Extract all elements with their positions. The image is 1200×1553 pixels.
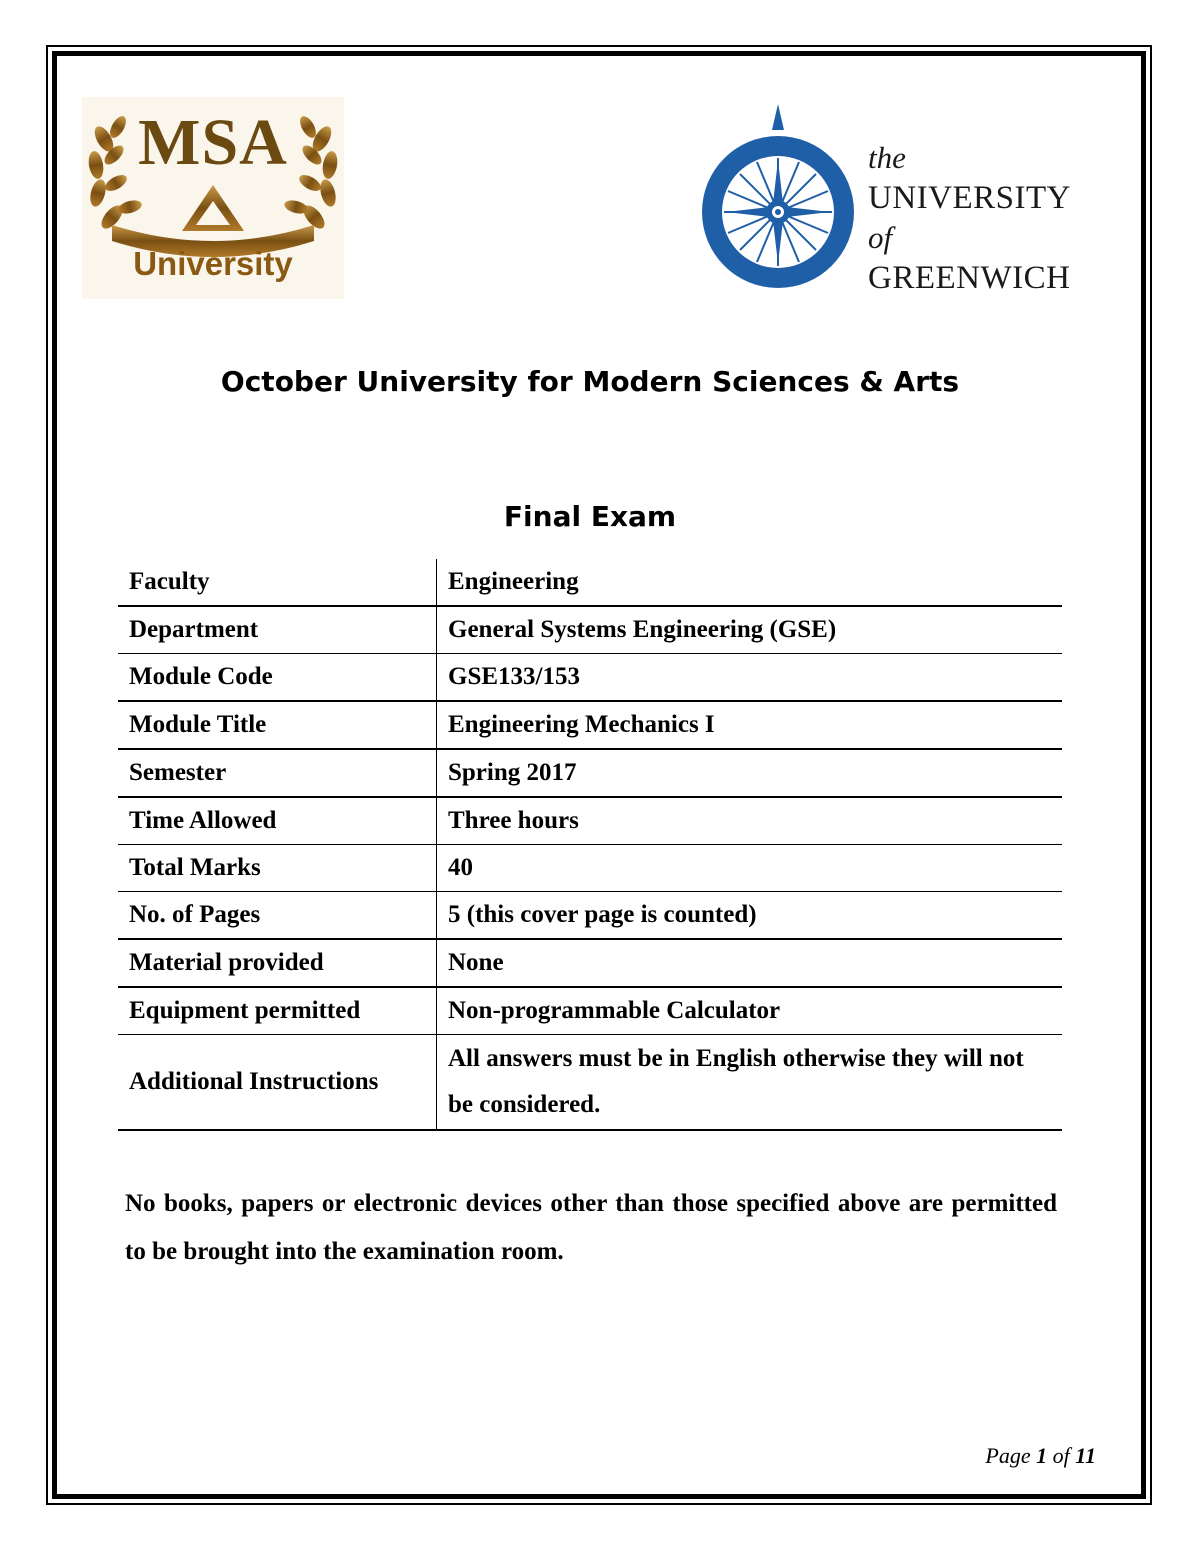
row-label: Time Allowed (118, 797, 437, 845)
row-value: Engineering Mechanics I (437, 701, 1063, 749)
page-number (985, 1443, 1096, 1469)
row-value: None (437, 939, 1063, 987)
greenwich-wordmark-university: UNIVERSITY (868, 180, 1071, 216)
page-prefix: Page (985, 1443, 1031, 1468)
table-row (118, 701, 1062, 749)
row-label: Faculty (118, 559, 437, 606)
page-of: of (1052, 1443, 1070, 1468)
compass-rose-icon (700, 100, 860, 292)
exam-title: Final Exam (503, 500, 677, 533)
row-value: Engineering (437, 559, 1063, 606)
msa-logo-subtitle: University (133, 245, 293, 282)
table-row (118, 749, 1062, 797)
row-label: Material provided (118, 939, 437, 987)
row-value: All answers must be in English otherwise they will not be considered. (437, 1035, 1063, 1131)
greenwich-wordmark-the: the (868, 140, 906, 175)
row-value: Spring 2017 (437, 749, 1063, 797)
row-label: Total Marks (118, 845, 437, 892)
table-row (118, 606, 1062, 654)
page-total: 11 (1075, 1443, 1096, 1468)
row-label: Semester (118, 749, 437, 797)
table-row (118, 987, 1062, 1035)
msa-university-logo (82, 97, 344, 299)
greenwich-seal-logo (700, 100, 860, 292)
greenwich-wordmark-greenwich: GREENWICH (868, 260, 1071, 296)
msa-logo-wordmark: MSA (138, 106, 288, 179)
row-label: Module Title (118, 701, 437, 749)
row-label: Module Code (118, 654, 437, 702)
row-label: Equipment permitted (118, 987, 437, 1035)
exam-rules-note: No books, papers or electronic devices other than those specified above are permitted to be brought into the examination room. (125, 1190, 1057, 1265)
row-label: Department (118, 606, 437, 654)
table-row (118, 797, 1062, 845)
row-value: General Systems Engineering (GSE) (437, 606, 1063, 654)
table-row (118, 1035, 1062, 1131)
table-row (118, 892, 1062, 940)
row-label: Additional Instructions (118, 1035, 437, 1131)
exam-info-table (118, 559, 1062, 1131)
page-current: 1 (1036, 1443, 1048, 1468)
row-value: 40 (437, 845, 1063, 892)
table-row (118, 939, 1062, 987)
greenwich-wordmark-of: of (868, 220, 893, 255)
row-value: GSE133/153 (437, 654, 1063, 702)
university-name-heading: October University for Modern Sciences & Arts (220, 365, 960, 398)
table-row (118, 845, 1062, 892)
table-row (118, 559, 1062, 606)
row-value: Non-programmable Calculator (437, 987, 1063, 1035)
greenwich-wordmark (868, 138, 1071, 298)
row-value: 5 (this cover page is counted) (437, 892, 1063, 940)
row-value: Three hours (437, 797, 1063, 845)
row-label: No. of Pages (118, 892, 437, 940)
table-row (118, 654, 1062, 702)
